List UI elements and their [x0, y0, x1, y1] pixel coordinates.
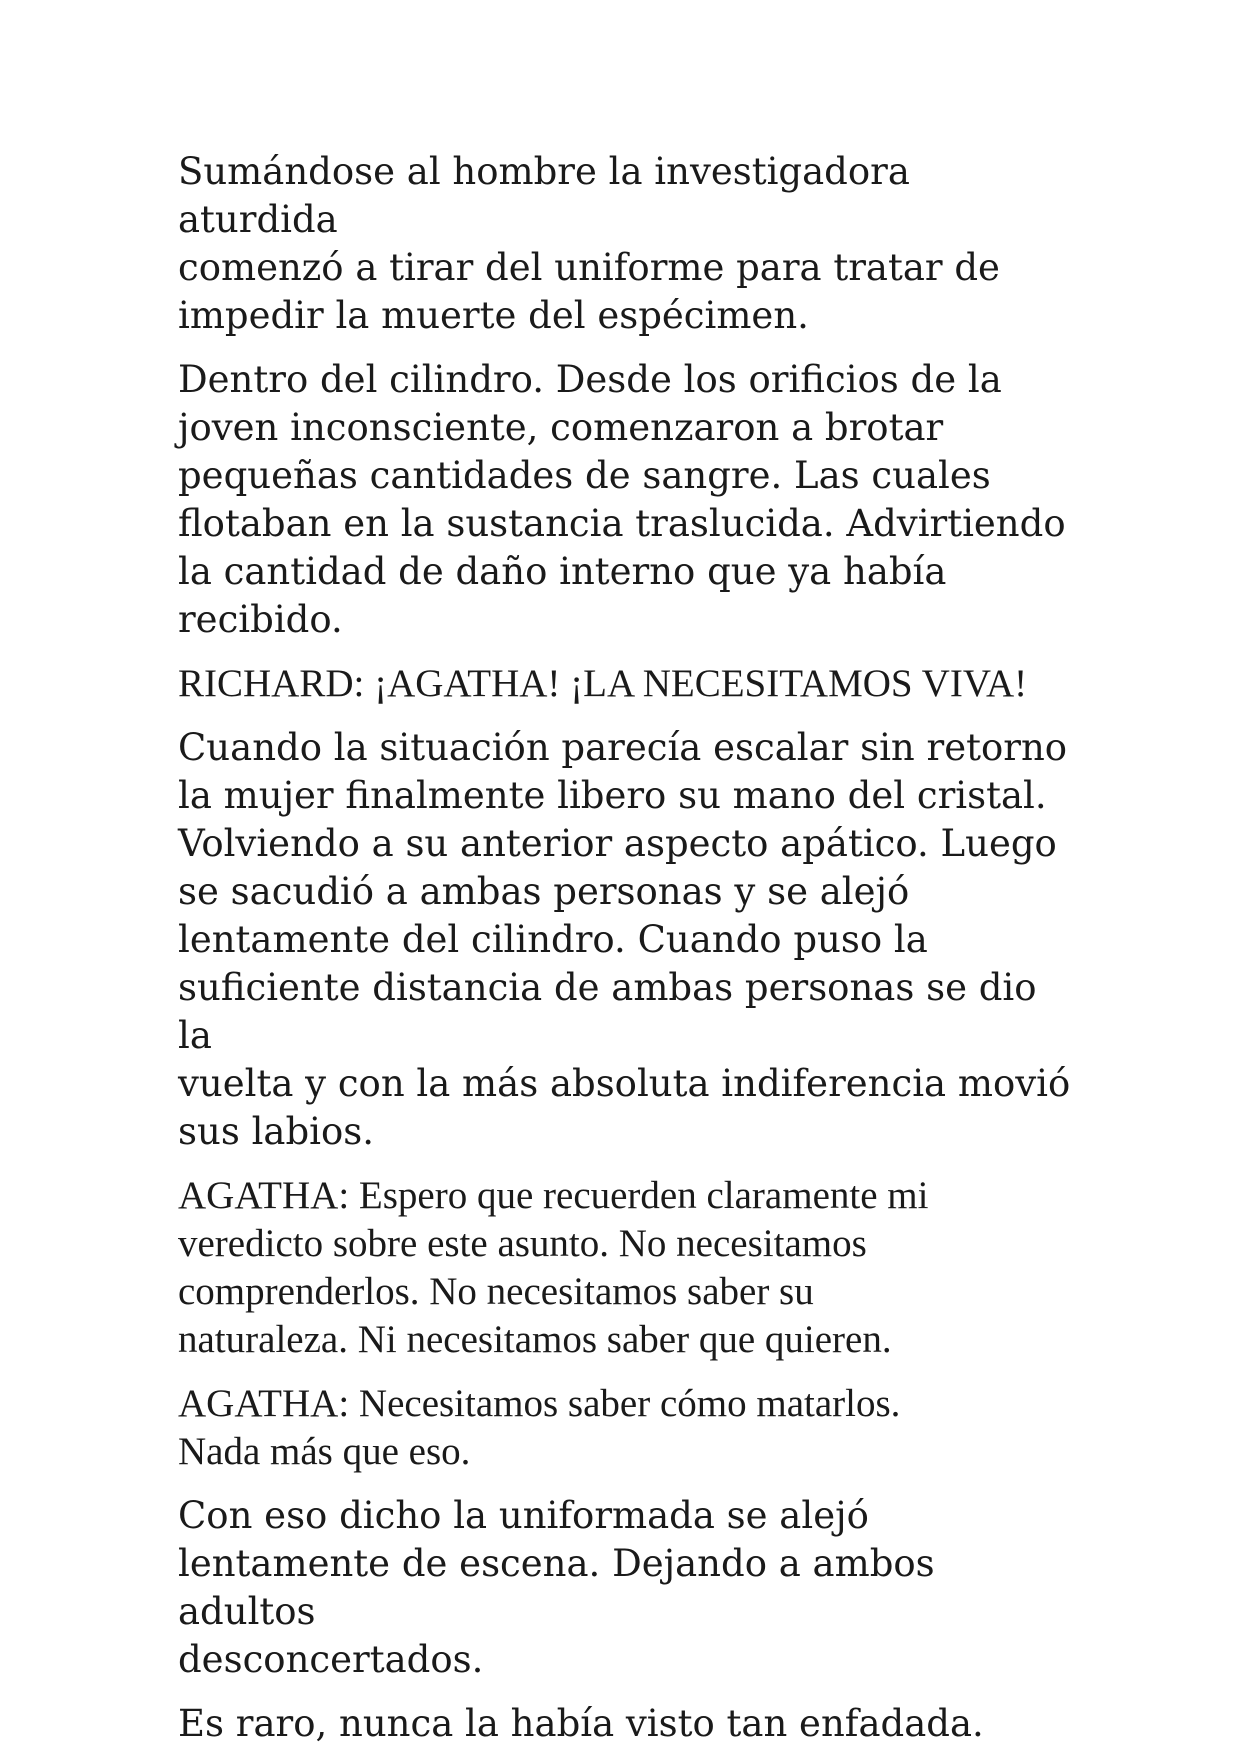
paragraph-3: Cuando la situación parecía escalar sin retorno la mujer finalmente libero su mano del cristal. Volviendo a su anterior aspecto apático. Luego se sacudió a ambas personas y se alejó lentamente del cilindro. Cuando puso la suficiente distancia de ambas personas se dio la vuelta y con la más absoluta indiferencia movió sus labios. [178, 726, 1071, 1153]
paragraph-2: Dentro del cilindro. Desde los orificios de la joven inconsciente, comenzaron a brotar pequeñas cantidades de sangre. Las cuales flotaban en la sustancia traslucida. Advirtiendo la cantidad de daño interno que ya había recibido. [178, 358, 1066, 641]
paragraph-1: Sumándose al hombre la investigadora aturdida comenzó a tirar del uniforme para tratar de impedir la muerte del espécimen. [178, 150, 1000, 337]
dialogue-agatha-2: AGATHA: Necesitamos saber cómo matarlos. Nada más que eso. [178, 1382, 901, 1473]
dialogue-agatha-1: AGATHA: Espero que recuerden claramente mi veredicto sobre este asunto. No necesitamos comprenderlos. No necesitamos saber su naturaleza. Ni necesitamos saber que quieren. [178, 1174, 929, 1361]
text-body [178, 148, 1078, 1764]
dialogue-richard: RICHARD: ¡AGATHA! ¡LA NECESITAMOS VIVA! [178, 662, 1028, 705]
paragraph-4: Con eso dicho la uniformada se alejó lentamente de escena. Dejando a ambos adultos desconcertados. [178, 1494, 935, 1681]
paragraph-5: Es raro, nunca la había visto tan enfadada. [178, 1702, 984, 1745]
